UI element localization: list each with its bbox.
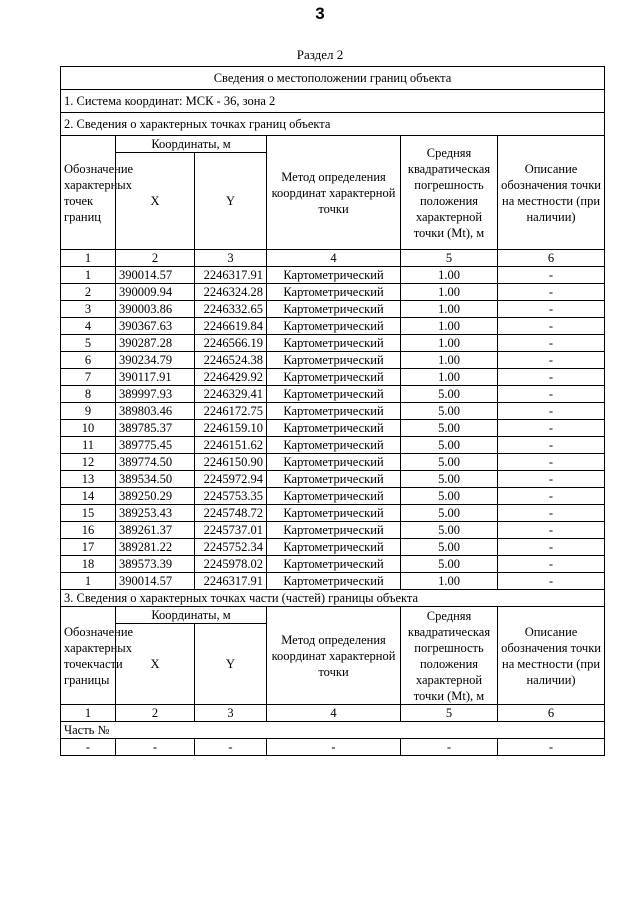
point-mt: 5.00 — [401, 522, 498, 539]
part-number-label: Часть № — [61, 722, 605, 739]
point-number: 9 — [61, 403, 116, 420]
table-row — [61, 488, 605, 505]
point-mt: 5.00 — [401, 505, 498, 522]
table-row — [61, 437, 605, 454]
point-x: 389261.37 — [116, 522, 195, 539]
table-row — [61, 318, 605, 335]
table-row — [61, 454, 605, 471]
point-description: - — [498, 573, 605, 590]
part-error-header: Средняя квадратическая погрешность положения характерной точки (Mt), м — [401, 607, 498, 705]
col-num: 5 — [401, 705, 498, 722]
point-y: 2246429.92 — [195, 369, 267, 386]
point-description: - — [498, 369, 605, 386]
col-num: 3 — [195, 705, 267, 722]
point-method: Картометрический — [267, 471, 401, 488]
point-method: Картометрический — [267, 505, 401, 522]
point-number: 5 — [61, 335, 116, 352]
table-row — [61, 556, 605, 573]
point-y: 2246324.28 — [195, 284, 267, 301]
point-method: Картометрический — [267, 267, 401, 284]
point-method: Картометрический — [267, 454, 401, 471]
point-number: 1 — [61, 573, 116, 590]
point-description: - — [498, 301, 605, 318]
point-description: - — [498, 335, 605, 352]
table-row — [61, 505, 605, 522]
point-x: 389573.39 — [116, 556, 195, 573]
point-mt: 5.00 — [401, 454, 498, 471]
point-y: 2246619.84 — [195, 318, 267, 335]
part-designation-line — [64, 656, 123, 672]
part-coords-header: Координаты, м — [116, 607, 267, 624]
part-description-header: Описание обозначения точки на местности (при наличии) — [498, 607, 605, 705]
part-y-header: Y — [195, 624, 267, 705]
point-x: 390234.79 — [116, 352, 195, 369]
part-designation-word: части — [93, 656, 123, 671]
point-mt: 5.00 — [401, 403, 498, 420]
point-mt: 5.00 — [401, 556, 498, 573]
point-description: - — [498, 454, 605, 471]
point-description: - — [498, 386, 605, 403]
point-y: 2246332.65 — [195, 301, 267, 318]
point-y: 2245972.94 — [195, 471, 267, 488]
col-num: 1 — [61, 705, 116, 722]
description-header: Описание обозначения точки на местности (при наличии) — [498, 136, 605, 250]
point-number: 7 — [61, 369, 116, 386]
col-num: 4 — [267, 705, 401, 722]
point-method: Картометрический — [267, 318, 401, 335]
point-mt: 5.00 — [401, 437, 498, 454]
point-x: 390003.86 — [116, 301, 195, 318]
point-y: 2246317.91 — [195, 573, 267, 590]
point-mt: 5.00 — [401, 386, 498, 403]
point-x: 389250.29 — [116, 488, 195, 505]
point-x: 389774.50 — [116, 454, 195, 471]
point-number: 12 — [61, 454, 116, 471]
table-row — [61, 352, 605, 369]
point-method: Картометрический — [267, 539, 401, 556]
part-designation-line: Обозначение — [64, 624, 134, 639]
point-x: 389803.46 — [116, 403, 195, 420]
point-method: Картометрический — [267, 488, 401, 505]
point-number: 17 — [61, 539, 116, 556]
table-title: Сведения о местоположении границ объекта — [61, 67, 605, 90]
part-cell: - — [61, 739, 116, 756]
part-designation-line: характерных — [64, 640, 132, 655]
point-number: 11 — [61, 437, 116, 454]
point-x: 389253.43 — [116, 505, 195, 522]
point-description: - — [498, 539, 605, 556]
table-row — [61, 573, 605, 590]
point-y: 2246566.19 — [195, 335, 267, 352]
part-cell: - — [498, 739, 605, 756]
point-method: Картометрический — [267, 352, 401, 369]
points-section-title: 2. Сведения о характерных точках границ объекта — [61, 113, 605, 136]
point-x: 390014.57 — [116, 573, 195, 590]
point-description: - — [498, 488, 605, 505]
point-x: 389775.45 — [116, 437, 195, 454]
table-row — [61, 267, 605, 284]
point-number: 3 — [61, 301, 116, 318]
point-x: 390117.91 — [116, 369, 195, 386]
point-method: Картометрический — [267, 522, 401, 539]
table-row — [61, 335, 605, 352]
point-mt: 1.00 — [401, 369, 498, 386]
part-designation-line: границы — [64, 672, 110, 687]
point-x: 389281.22 — [116, 539, 195, 556]
part-x-header: X — [116, 624, 195, 705]
point-method: Картометрический — [267, 420, 401, 437]
point-number: 18 — [61, 556, 116, 573]
point-y: 2245978.02 — [195, 556, 267, 573]
part-designation-word: точек — [64, 656, 94, 671]
point-y: 2246172.75 — [195, 403, 267, 420]
part-column-numbers-row — [61, 705, 605, 722]
y-header: Y — [195, 153, 267, 250]
point-method: Картометрический — [267, 284, 401, 301]
point-number: 14 — [61, 488, 116, 505]
point-mt: 5.00 — [401, 420, 498, 437]
point-description: - — [498, 420, 605, 437]
point-description: - — [498, 556, 605, 573]
point-x: 390287.28 — [116, 335, 195, 352]
point-y: 2245737.01 — [195, 522, 267, 539]
point-number: 16 — [61, 522, 116, 539]
point-number: 6 — [61, 352, 116, 369]
part-cell: - — [116, 739, 195, 756]
table-row — [61, 539, 605, 556]
point-description: - — [498, 403, 605, 420]
point-y: 2246151.62 — [195, 437, 267, 454]
point-mt: 1.00 — [401, 352, 498, 369]
point-y: 2246150.90 — [195, 454, 267, 471]
part-cell: - — [195, 739, 267, 756]
col-num: 4 — [267, 250, 401, 267]
part-section-title: 3. Сведения о характерных точках части (частей) границы объекта — [61, 590, 605, 607]
part-method-header: Метод определения координат характерной точки — [267, 607, 401, 705]
part-cell: - — [267, 739, 401, 756]
point-x: 390009.94 — [116, 284, 195, 301]
point-method: Картометрический — [267, 437, 401, 454]
table-row — [61, 403, 605, 420]
table-row — [61, 369, 605, 386]
point-mt: 5.00 — [401, 539, 498, 556]
point-y: 2246317.91 — [195, 267, 267, 284]
point-x: 389534.50 — [116, 471, 195, 488]
table-row — [61, 386, 605, 403]
method-header: Метод определения координат характерной точки — [267, 136, 401, 250]
point-method: Картометрический — [267, 386, 401, 403]
point-y: 2246524.38 — [195, 352, 267, 369]
col-num: 6 — [498, 250, 605, 267]
point-method: Картометрический — [267, 301, 401, 318]
point-y: 2245753.35 — [195, 488, 267, 505]
point-mt: 1.00 — [401, 284, 498, 301]
point-number: 8 — [61, 386, 116, 403]
point-x: 389997.93 — [116, 386, 195, 403]
point-y: 2246329.41 — [195, 386, 267, 403]
column-numbers-row — [61, 250, 605, 267]
table-row — [61, 284, 605, 301]
point-x: 389785.37 — [116, 420, 195, 437]
point-mt: 1.00 — [401, 318, 498, 335]
point-method: Картометрический — [267, 556, 401, 573]
section-title: Раздел 2 — [296, 47, 344, 62]
point-description: - — [498, 267, 605, 284]
point-method: Картометрический — [267, 369, 401, 386]
col-num: 1 — [61, 250, 116, 267]
coord-system: 1. Система координат: МСК - 36, зона 2 — [61, 90, 605, 113]
point-number: 13 — [61, 471, 116, 488]
table-row — [61, 522, 605, 539]
point-x: 390367.63 — [116, 318, 195, 335]
point-number: 10 — [61, 420, 116, 437]
col-num: 6 — [498, 705, 605, 722]
point-x: 390014.57 — [116, 267, 195, 284]
point-mt: 1.00 — [401, 267, 498, 284]
point-mt: 5.00 — [401, 471, 498, 488]
page-number: 3 — [315, 4, 325, 23]
point-description: - — [498, 318, 605, 335]
point-description: - — [498, 352, 605, 369]
point-description: - — [498, 522, 605, 539]
point-y: 2245752.34 — [195, 539, 267, 556]
boundary-table — [60, 66, 605, 756]
point-method: Картометрический — [267, 403, 401, 420]
part-cell: - — [401, 739, 498, 756]
col-num: 3 — [195, 250, 267, 267]
table-row — [61, 471, 605, 488]
point-method: Картометрический — [267, 573, 401, 590]
point-mt: 1.00 — [401, 335, 498, 352]
col-num: 2 — [116, 250, 195, 267]
table-row — [61, 420, 605, 437]
point-description: - — [498, 284, 605, 301]
point-mt: 5.00 — [401, 488, 498, 505]
coords-header: Координаты, м — [116, 136, 267, 153]
point-method: Картометрический — [267, 335, 401, 352]
error-header: Средняя квадратическая погрешность положения характерной точки (Mt), м — [401, 136, 498, 250]
designation-header: Обозначение характерных точек границ — [61, 136, 116, 250]
point-number: 4 — [61, 318, 116, 335]
point-y: 2245748.72 — [195, 505, 267, 522]
point-description: - — [498, 437, 605, 454]
part-row — [61, 739, 605, 756]
point-number: 15 — [61, 505, 116, 522]
x-header: X — [116, 153, 195, 250]
point-mt: 1.00 — [401, 573, 498, 590]
point-description: - — [498, 505, 605, 522]
col-num: 2 — [116, 705, 195, 722]
point-number: 1 — [61, 267, 116, 284]
col-num: 5 — [401, 250, 498, 267]
table-row — [61, 301, 605, 318]
point-description: - — [498, 471, 605, 488]
point-number: 2 — [61, 284, 116, 301]
point-y: 2246159.10 — [195, 420, 267, 437]
point-mt: 1.00 — [401, 301, 498, 318]
part-designation-header — [61, 607, 134, 705]
